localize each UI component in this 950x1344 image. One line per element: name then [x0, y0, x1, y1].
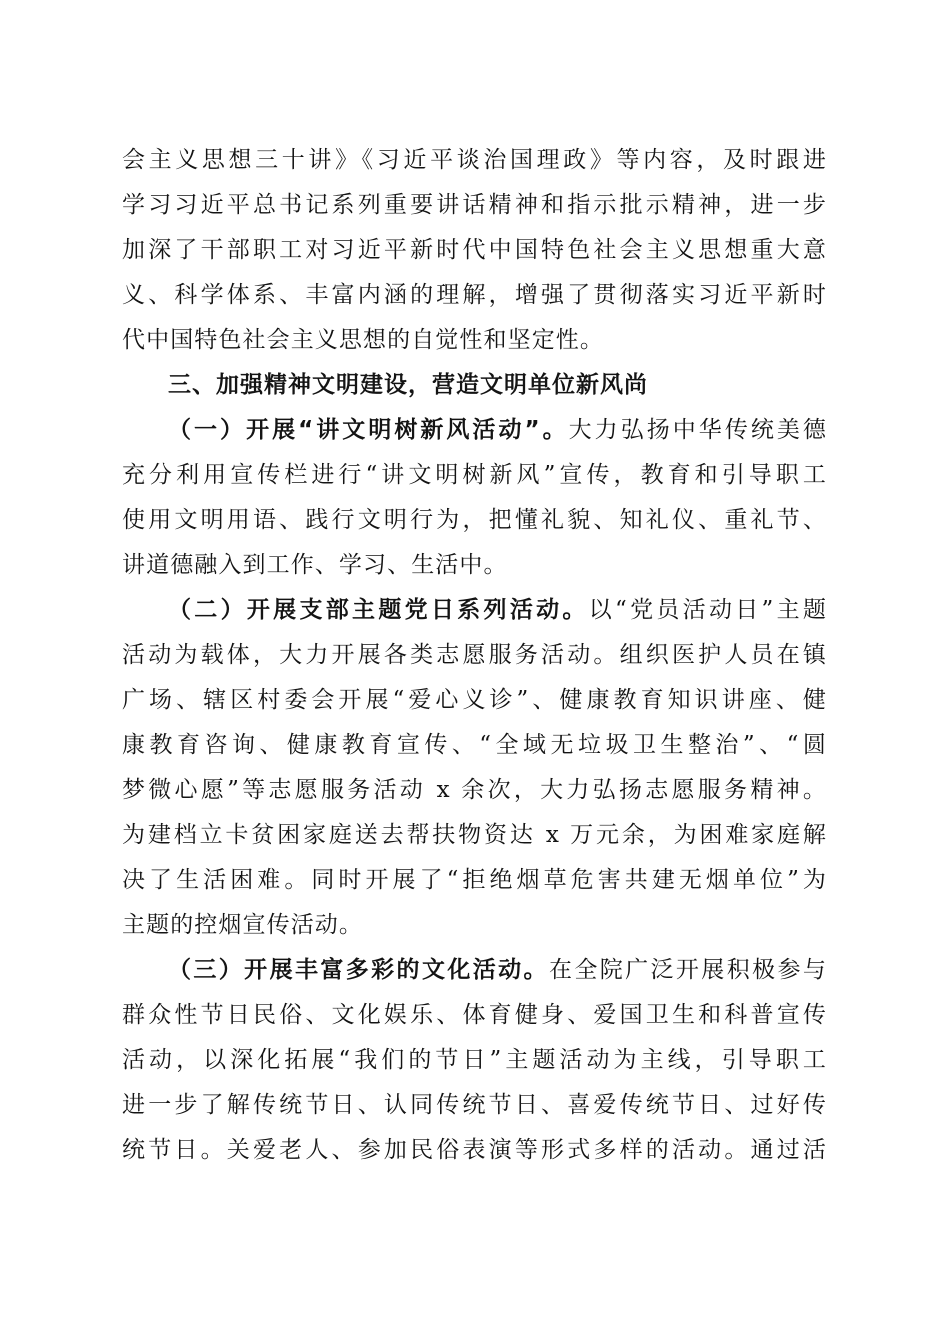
paragraph-line: 代中国特色社会主义思想的自觉性和坚定性。 [122, 327, 604, 353]
paragraph-line: 进一步了解传统节日、认同传统节日、喜爱传统节日、过好传 [122, 1092, 827, 1118]
paragraph-line: 群众性节日民俗、文化娱乐、体育健身、爱国卫生和科普宣传 [122, 1002, 827, 1028]
paragraph-line: 主题的控烟宣传活动。 [122, 912, 363, 938]
paragraph-line: 统节日。关爱老人、参加民俗表演等形式多样的活动。通过活 [122, 1137, 827, 1163]
item-1-first-line [168, 410, 827, 450]
paragraph-line: 充分利用宣传栏进行“讲文明树新风”宣传，教育和引导职工 [122, 462, 827, 488]
paragraph-line: 康教育咨询、健康教育宣传、“全域无垃圾卫生整治”、“圆 [122, 732, 827, 758]
paragraph-line: 为建档立卡贫困家庭送去帮扶物资达 x 万元余，为困难家庭解 [122, 822, 827, 848]
paragraph-line: 活动，以深化拓展“我们的节日”主题活动为主线，引导职工 [122, 1047, 827, 1073]
item-3-lead: （三）开展丰富多彩的文化活动。 [168, 957, 549, 983]
item-3-first-rest: 在全院广泛开展积极参与 [548, 957, 827, 983]
paragraph-line: 使用文明用语、践行文明行为，把懂礼貌、知礼仪、重礼节、 [122, 507, 827, 533]
item-3-first-line [168, 950, 827, 990]
item-1-lead: （一）开展“讲文明树新风活动”。 [168, 417, 569, 443]
paragraph-line: 讲道德融入到工作、学习、生活中。 [122, 552, 508, 578]
paragraph-line: 梦微心愿”等志愿服务活动 x 余次，大力弘扬志愿服务精神。 [122, 777, 827, 803]
paragraph-line: 会主义思想三十讲》《习近平谈治国理政》等内容，及时跟进 [122, 147, 827, 173]
paragraph-line: 广场、辖区村委会开展“爱心义诊”、健康教育知识讲座、健 [122, 687, 827, 713]
paragraph-line: 加深了干部职工对习近平新时代中国特色社会主义思想重大意 [122, 237, 827, 263]
section-heading: 三、加强精神文明建设，营造文明单位新风尚 [168, 372, 648, 398]
paragraph-line: 决了生活困难。同时开展了“拒绝烟草危害共建无烟单位”为 [122, 867, 827, 893]
item-1-first-rest: 大力弘扬中华传统美德 [568, 417, 827, 443]
item-2-first-line [168, 590, 827, 630]
paragraph-line: 义、科学体系、丰富内涵的理解，增强了贯彻落实习近平新时 [122, 282, 827, 308]
paragraph-line: 活动为载体，大力开展各类志愿服务活动。组织医护人员在镇 [122, 642, 827, 668]
item-2-lead: （二）开展支部主题党日系列活动。 [168, 597, 589, 623]
paragraph-line: 学习习近平总书记系列重要讲话精神和指示批示精神，进一步 [122, 192, 827, 218]
item-2-first-rest: 以“党员活动日”主题 [588, 597, 827, 623]
